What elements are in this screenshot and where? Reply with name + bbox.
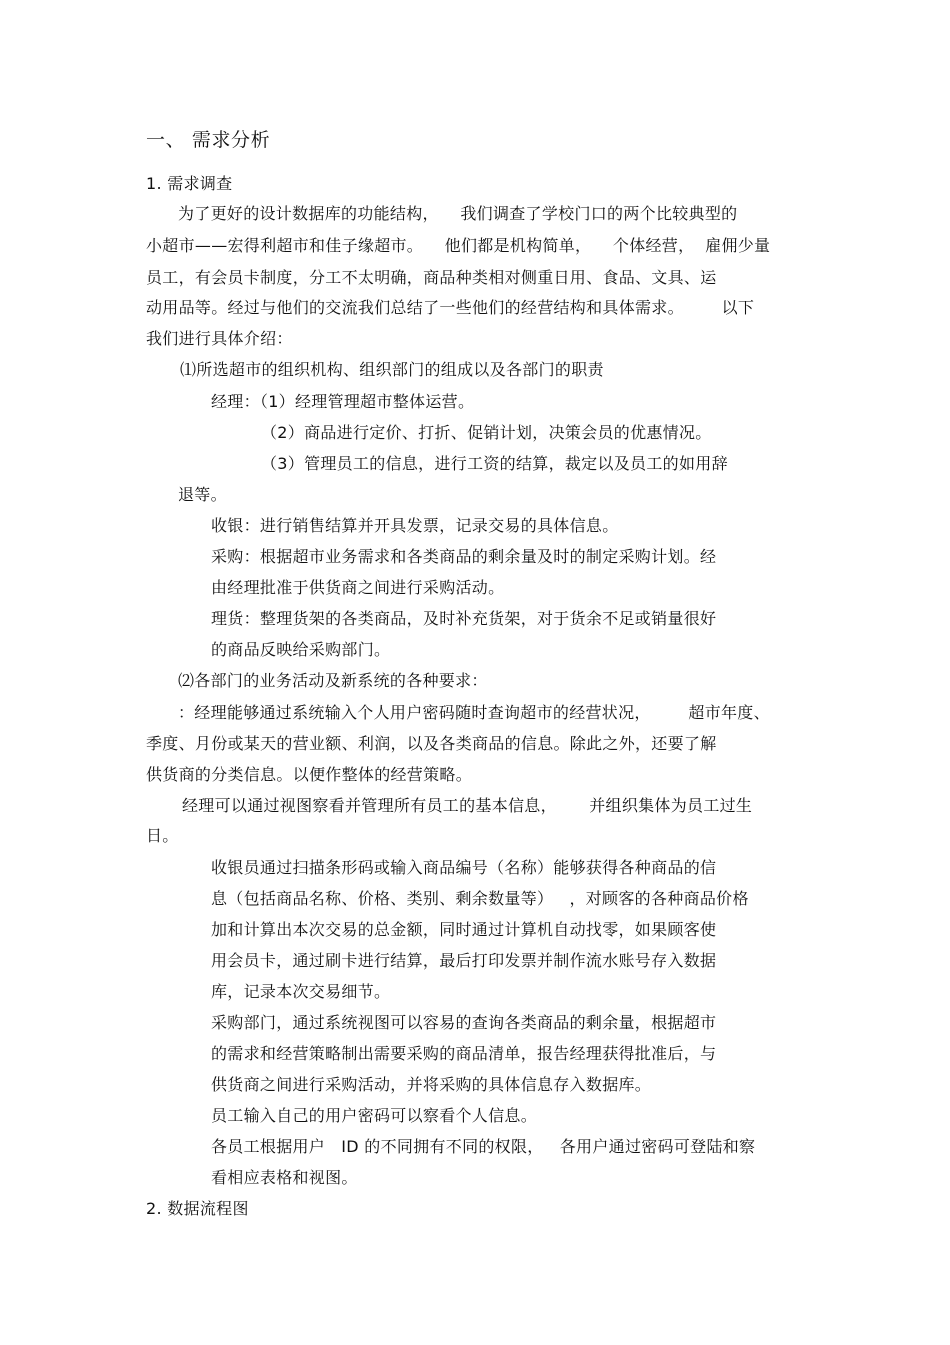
intro-line-2: 小超市——宏得利超市和佳子缘超市。 他们都是机构简单， 个体经营， 雇佣少量 [146, 236, 771, 255]
cashier-req-1: 收银员通过扫描条形码或输入商品编号（名称）能够获得各种商品的信 [211, 858, 717, 877]
manager-req-2: 季度、月份或某天的营业额、利润，以及各类商品的信息。除此之外，还要了解 [146, 734, 717, 753]
employee-req-1: 员工输入自己的用户密码可以察看个人信息。 [211, 1106, 538, 1125]
manager-req-4: 经理可以通过视图察看并管理所有员工的基本信息， 并组织集体为员工过生 [182, 796, 753, 815]
cashier-duty: 收银：进行销售结算并开具发票，记录交易的具体信息。 [211, 516, 619, 535]
manager-duty-1: 经理：（1）经理管理超市整体运营。 [211, 392, 475, 411]
manager-duty-3: （3）管理员工的信息，进行工资的结算，裁定以及员工的如用辞 [261, 454, 728, 473]
subsection-title-1: 1. 需求调查 [146, 174, 233, 193]
cashier-req-2: 息（包括商品名称、价格、类别、剩余数量等） ，对顾客的各种商品价格 [211, 889, 749, 908]
manager-req-3: 供货商的分类信息。以便作整体的经营策略。 [146, 765, 473, 784]
stock-duty-1: 理货：整理货架的各类商品，及时补充货架，对于货余不足或销量很好 [211, 609, 717, 628]
intro-line-5: 我们进行具体介绍： [146, 329, 293, 348]
cashier-req-5: 库，记录本次交易细节。 [211, 982, 391, 1001]
employee-req-3: 看相应表格和视图。 [211, 1168, 358, 1187]
part2-title: ⑵各部门的业务活动及新系统的各种要求： [178, 671, 488, 690]
stock-duty-2: 的商品反映给采购部门。 [211, 640, 391, 659]
purchase-duty-2: 由经理批准于供货商之间进行采购活动。 [211, 578, 505, 597]
purchase-duty-1: 采购：根据超市业务需求和各类商品的剩余量及时的制定采购计划。经 [211, 547, 717, 566]
manager-duty-2: （2）商品进行定价、打折、促销计划，决策会员的优惠情况。 [261, 423, 712, 442]
section-heading: 一、 需求分析 [146, 129, 271, 151]
purchase-req-2: 的需求和经营策略制出需要采购的商品清单，报告经理获得批准后，与 [211, 1044, 717, 1063]
cashier-req-3: 加和计算出本次交易的总金额，同时通过计算机自动找零，如果顾客使 [211, 920, 717, 939]
manager-duty-3-cont: 退等。 [178, 485, 227, 504]
employee-req-2: 各员工根据用户 ID 的不同拥有不同的权限， 各用户通过密码可登陆和察 [211, 1137, 756, 1156]
cashier-req-4: 用会员卡，通过刷卡进行结算，最后打印发票并制作流水账号存入数据 [211, 951, 717, 970]
intro-line-1: 为了更好的设计数据库的功能结构， 我们调查了学校门口的两个比较典型的 [178, 204, 738, 223]
subsection-title-2: 2. 数据流程图 [146, 1199, 249, 1218]
purchase-req-3: 供货商之间进行采购活动，并将采购的具体信息存入数据库。 [211, 1075, 652, 1094]
part1-title: ⑴所选超市的组织机构、组织部门的组成以及各部门的职责 [180, 360, 604, 379]
manager-req-1: ：经理能够通过系统输入个人用户密码随时查询超市的经营状况， 超市年度、 [178, 703, 770, 722]
manager-req-5: 日。 [146, 826, 179, 845]
intro-line-3: 员工，有会员卡制度，分工不太明确，商品种类相对侧重日用、食品、文具、运 [146, 268, 717, 287]
intro-line-4: 动用品等。经过与他们的交流我们总结了一些他们的经营结构和具体需求。 以下 [146, 298, 755, 317]
purchase-req-1: 采购部门，通过系统视图可以容易的查询各类商品的剩余量，根据超市 [211, 1013, 717, 1032]
